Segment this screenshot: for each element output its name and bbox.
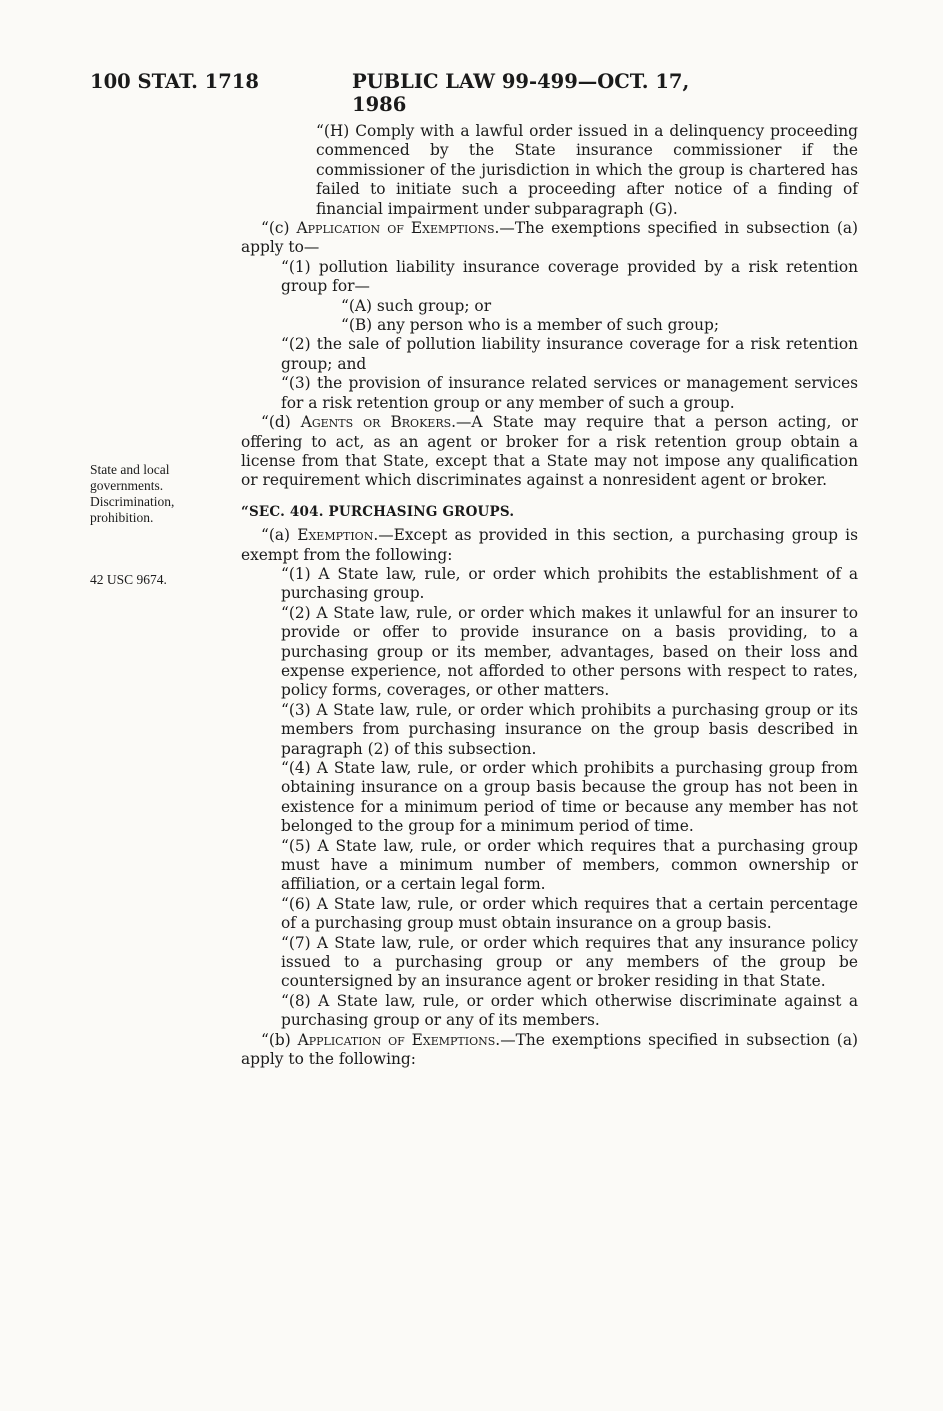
paragraph-a-lead: “(a) — [261, 526, 298, 545]
paragraph-c3: “(3) the provision of insurance related services or management services for a risk retention group or any member of such a group. — [281, 374, 858, 412]
paragraph-c-lead: “(c) — [261, 219, 297, 238]
running-head: PUBLIC LAW 99-499—OCT. 17, 1986 — [352, 70, 690, 116]
paragraph-a6: “(6) A State law, rule, or order which requires that a certain percentage of a purchasing group must obtain insurance on a group basis. — [281, 894, 858, 933]
paragraph-a3: “(3) A State law, rule, or order which prohibits a purchasing group or its members from purchasing insurance on the group basis described in paragraph (2) of this subsection. — [281, 700, 858, 758]
margin-note-usc: 42 USC 9674. — [90, 572, 167, 587]
paragraph-c — [241, 219, 858, 258]
paragraph-H: “(H) Comply with a lawful order issued in a delinquency proceeding commenced by the State insurance commissioner if the commissioner of the jurisdiction in which the group is chartered has failed to initiate such a proceeding after notice of a finding of financial impairment under subparagraph (G). — [316, 122, 858, 218]
paragraph-d-text: .—A State may require that a person acting, or offering to act, as an agent or broker for a risk retention group obtain a license from that State, except that a State may not impose any qualification or requirement which discriminates against a nonresident agent or broker. — [241, 413, 858, 490]
margin-note-discrimination: State and local governments. Discrimination, prohibition. — [90, 462, 175, 525]
paragraph-c-heading: Application of Exemptions — [296, 219, 495, 238]
paragraph-a1: “(1) A State law, rule, or order which prohibits the establishment of a purchasing group. — [281, 564, 858, 603]
page-number: 100 STAT. 1718 — [90, 70, 259, 93]
paragraph-c2: “(2) the sale of pollution liability insurance coverage for a risk retention group; and — [281, 335, 858, 373]
paragraph-cA: “(A) such group; or — [341, 296, 492, 315]
paragraph-d — [241, 413, 858, 491]
paragraph-b — [241, 1031, 858, 1070]
paragraph-a4: “(4) A State law, rule, or order which prohibits a purchasing group from obtaining insurance on a group basis because the group has not been in existence for a minimum period of time or because any member has not belonged to the group for a minimum period of time. — [281, 759, 858, 836]
section-404-heading: “SEC. 404. PURCHASING GROUPS. — [241, 503, 515, 520]
page-header — [90, 70, 740, 116]
paragraph-a-text: .—Except as provided in this section, a purchasing group is exempt from the following: — [241, 526, 858, 564]
paragraph-a7: “(7) A State law, rule, or order which requires that any insurance policy issued to a purchasing group or any members of the group be countersigned by an insurance agent or broker residing in that State. — [281, 933, 858, 991]
paragraph-d-lead: “(d) — [261, 413, 301, 432]
paragraph-a2: “(2) A State law, rule, or order which makes it unlawful for an insurer to provide or offer to provide insurance on a basis providing, to a purchasing group or its member, advantages, based on their loss and expense experience, not afforded to other persons with respect to rates, policy forms, coverages, or other matters. — [281, 603, 858, 700]
body-text — [241, 122, 858, 1070]
paragraph-c1: “(1) pollution liability insurance coverage provided by a risk retention group for— — [281, 257, 858, 296]
paragraph-b-text: .—The exemptions specified in subsection (a) apply to the following: — [241, 1030, 858, 1069]
paragraph-d-heading: Agents or Brokers — [300, 413, 452, 432]
paragraph-a8: “(8) A State law, rule, or order which otherwise discriminate against a purchasing group or any of its members. — [281, 991, 858, 1030]
paragraph-a5: “(5) A State law, rule, or order which requires that a purchasing group must have a minimum number of members, common ownership or affiliation, or a certain legal form. — [281, 836, 858, 894]
paragraph-cB: “(B) any person who is a member of such group; — [341, 316, 720, 335]
paragraph-c-text: .—The exemptions specified in subsection (a) apply to— — [241, 219, 858, 257]
paragraph-a-heading: Exemption — [297, 526, 374, 545]
paragraph-b-heading: Application of Exemptions — [297, 1030, 496, 1049]
paragraph-a — [241, 526, 858, 565]
paragraph-b-lead: “(b) — [261, 1030, 298, 1049]
